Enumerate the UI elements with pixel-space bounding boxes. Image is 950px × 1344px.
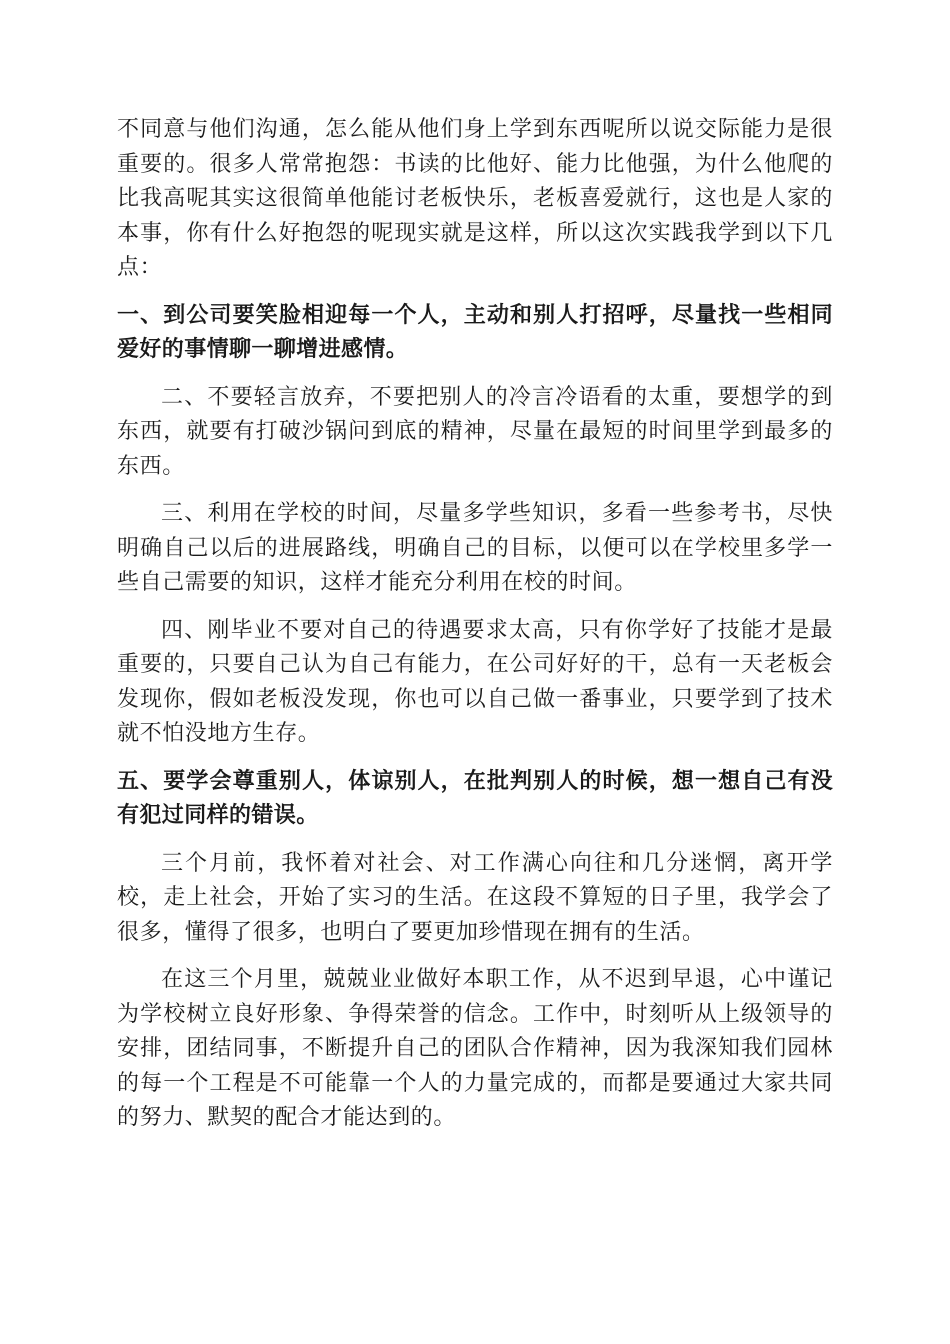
paragraph-point-1: 一、到公司要笑脸相迎每一个人，主动和别人打招呼，尽量找一些相同爱好的事情聊一聊增进感情。 <box>117 302 833 362</box>
paragraph-point-3: 三、利用在学校的时间，尽量多学些知识，多看一些参考书，尽快明确自己以后的进展路线，明确自己的目标，以便可以在学校里多学一些自己需要的知识，这样才能充分利用在校的时间。 <box>117 501 833 595</box>
paragraph-point-2: 二、不要轻言放弃，不要把别人的冷言冷语看的太重，要想学的到东西，就要有打破沙锅问到底的精神，尽量在最短的时间里学到最多的东西。 <box>117 384 833 479</box>
paragraph-reflection: 三个月前，我怀着对社会、对工作满心向往和几分迷惘，离开学校，走上社会，开始了实习的生活。在这段不算短的日子里，我学会了很多，懂得了很多，也明白了要更加珍惜现在拥有的生活。 <box>117 850 833 945</box>
paragraph-intro: 不同意与他们沟通，怎么能从他们身上学到东西呢所以说交际能力是很重要的。很多人常常抱怨：书读的比他好、能力比他强，为什么他爬的比我高呢其实这很简单他能讨老板快乐，老板喜爱就行，这也是人家的本事，你有什么好抱怨的呢现实就是这样，所以这次实践我学到以下几点： <box>117 117 833 280</box>
paragraph-work-summary: 在这三个月里，兢兢业业做好本职工作，从不迟到早退，心中谨记为学校树立良好形象、争得荣誉的信念。工作中，时刻听从上级领导的安排，团结同事，不断提升自己的团队合作精神，因为我深知我们园林的每一个工程是不可能靠一个人的力量完成的，而都是要通过大家共同的努力、默契的配合才能达到的。 <box>117 967 833 1130</box>
paragraph-point-4: 四、刚毕业不要对自己的待遇要求太高，只有你学好了技能才是最重要的，只要自己认为自己有能力，在公司好好的干，总有一天老板会发现你，假如老板没发现，你也可以自己做一番事业，只要学到了技术就不怕没地方生存。 <box>117 617 833 746</box>
paragraph-point-5: 五、要学会尊重别人，体谅别人，在批判别人的时候，想一想自己有没有犯过同样的错误。 <box>117 768 833 828</box>
document-page <box>117 113 833 1136</box>
